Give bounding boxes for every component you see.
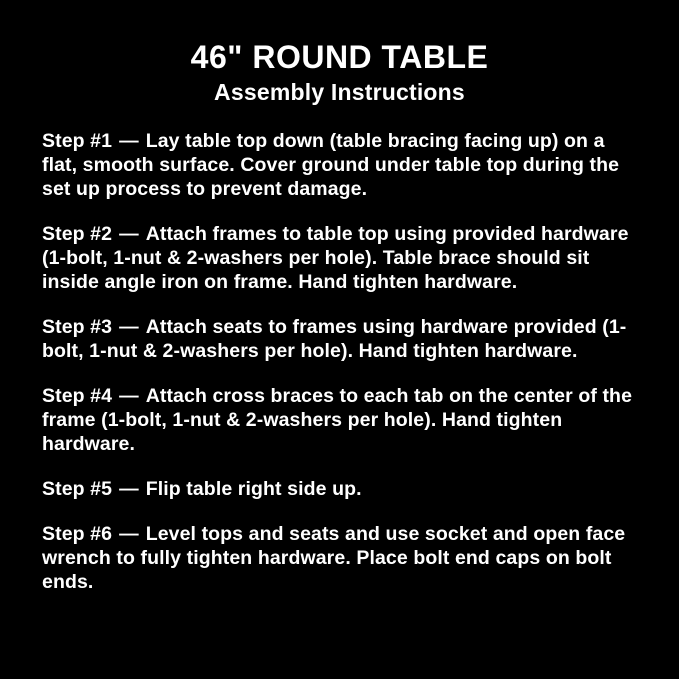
step-4-label: Step #4 — [42, 385, 113, 407]
step-2-separator: — — [119, 223, 139, 245]
step-4-text: Attach cross braces to each tab on the center of the frame (1-bolt, 1-nut & 2-washers per hole). Hand tighten hardware. — [42, 385, 633, 455]
step-3-separator: — — [119, 316, 139, 338]
step-5-separator: — — [119, 478, 139, 500]
page-subtitle: Assembly Instructions — [214, 79, 465, 105]
step-2 — [42, 222, 642, 294]
step-6 — [42, 522, 642, 594]
steps-list — [0, 105, 678, 594]
step-1 — [42, 129, 642, 201]
step-6-text: Level tops and seats and use socket and open face wrench to fully tighten hardware. Place bolt end caps on bolt ends. — [42, 523, 626, 593]
step-6-separator: — — [119, 523, 139, 545]
step-5 — [42, 477, 642, 501]
step-5-text: Flip table right side up. — [145, 478, 362, 500]
step-1-separator: — — [119, 130, 139, 152]
step-1-label: Step #1 — [42, 130, 113, 152]
step-4-separator: — — [119, 385, 139, 407]
card-header — [0, 0, 679, 105]
step-4 — [42, 384, 642, 456]
step-3-text: Attach seats to frames using hardware provided (1-bolt, 1-nut & 2-washers per hole). Hand tighten hardware. — [42, 316, 627, 362]
step-5-label: Step #5 — [42, 478, 113, 500]
step-3 — [42, 315, 642, 363]
step-6-label: Step #6 — [42, 523, 113, 545]
step-1-text: Lay table top down (table bracing facing up) on a flat, smooth surface. Cover ground under table top during the set up process to prevent damage. — [42, 130, 620, 200]
step-2-text: Attach frames to table top using provided hardware (1-bolt, 1-nut & 2-washers per hole). Table brace should sit inside angle iron on frame. Hand tighten hardware. — [42, 223, 629, 293]
step-2-label: Step #2 — [42, 223, 113, 245]
page-title: 46" ROUND TABLE — [190, 39, 489, 75]
step-3-label: Step #3 — [42, 316, 113, 338]
